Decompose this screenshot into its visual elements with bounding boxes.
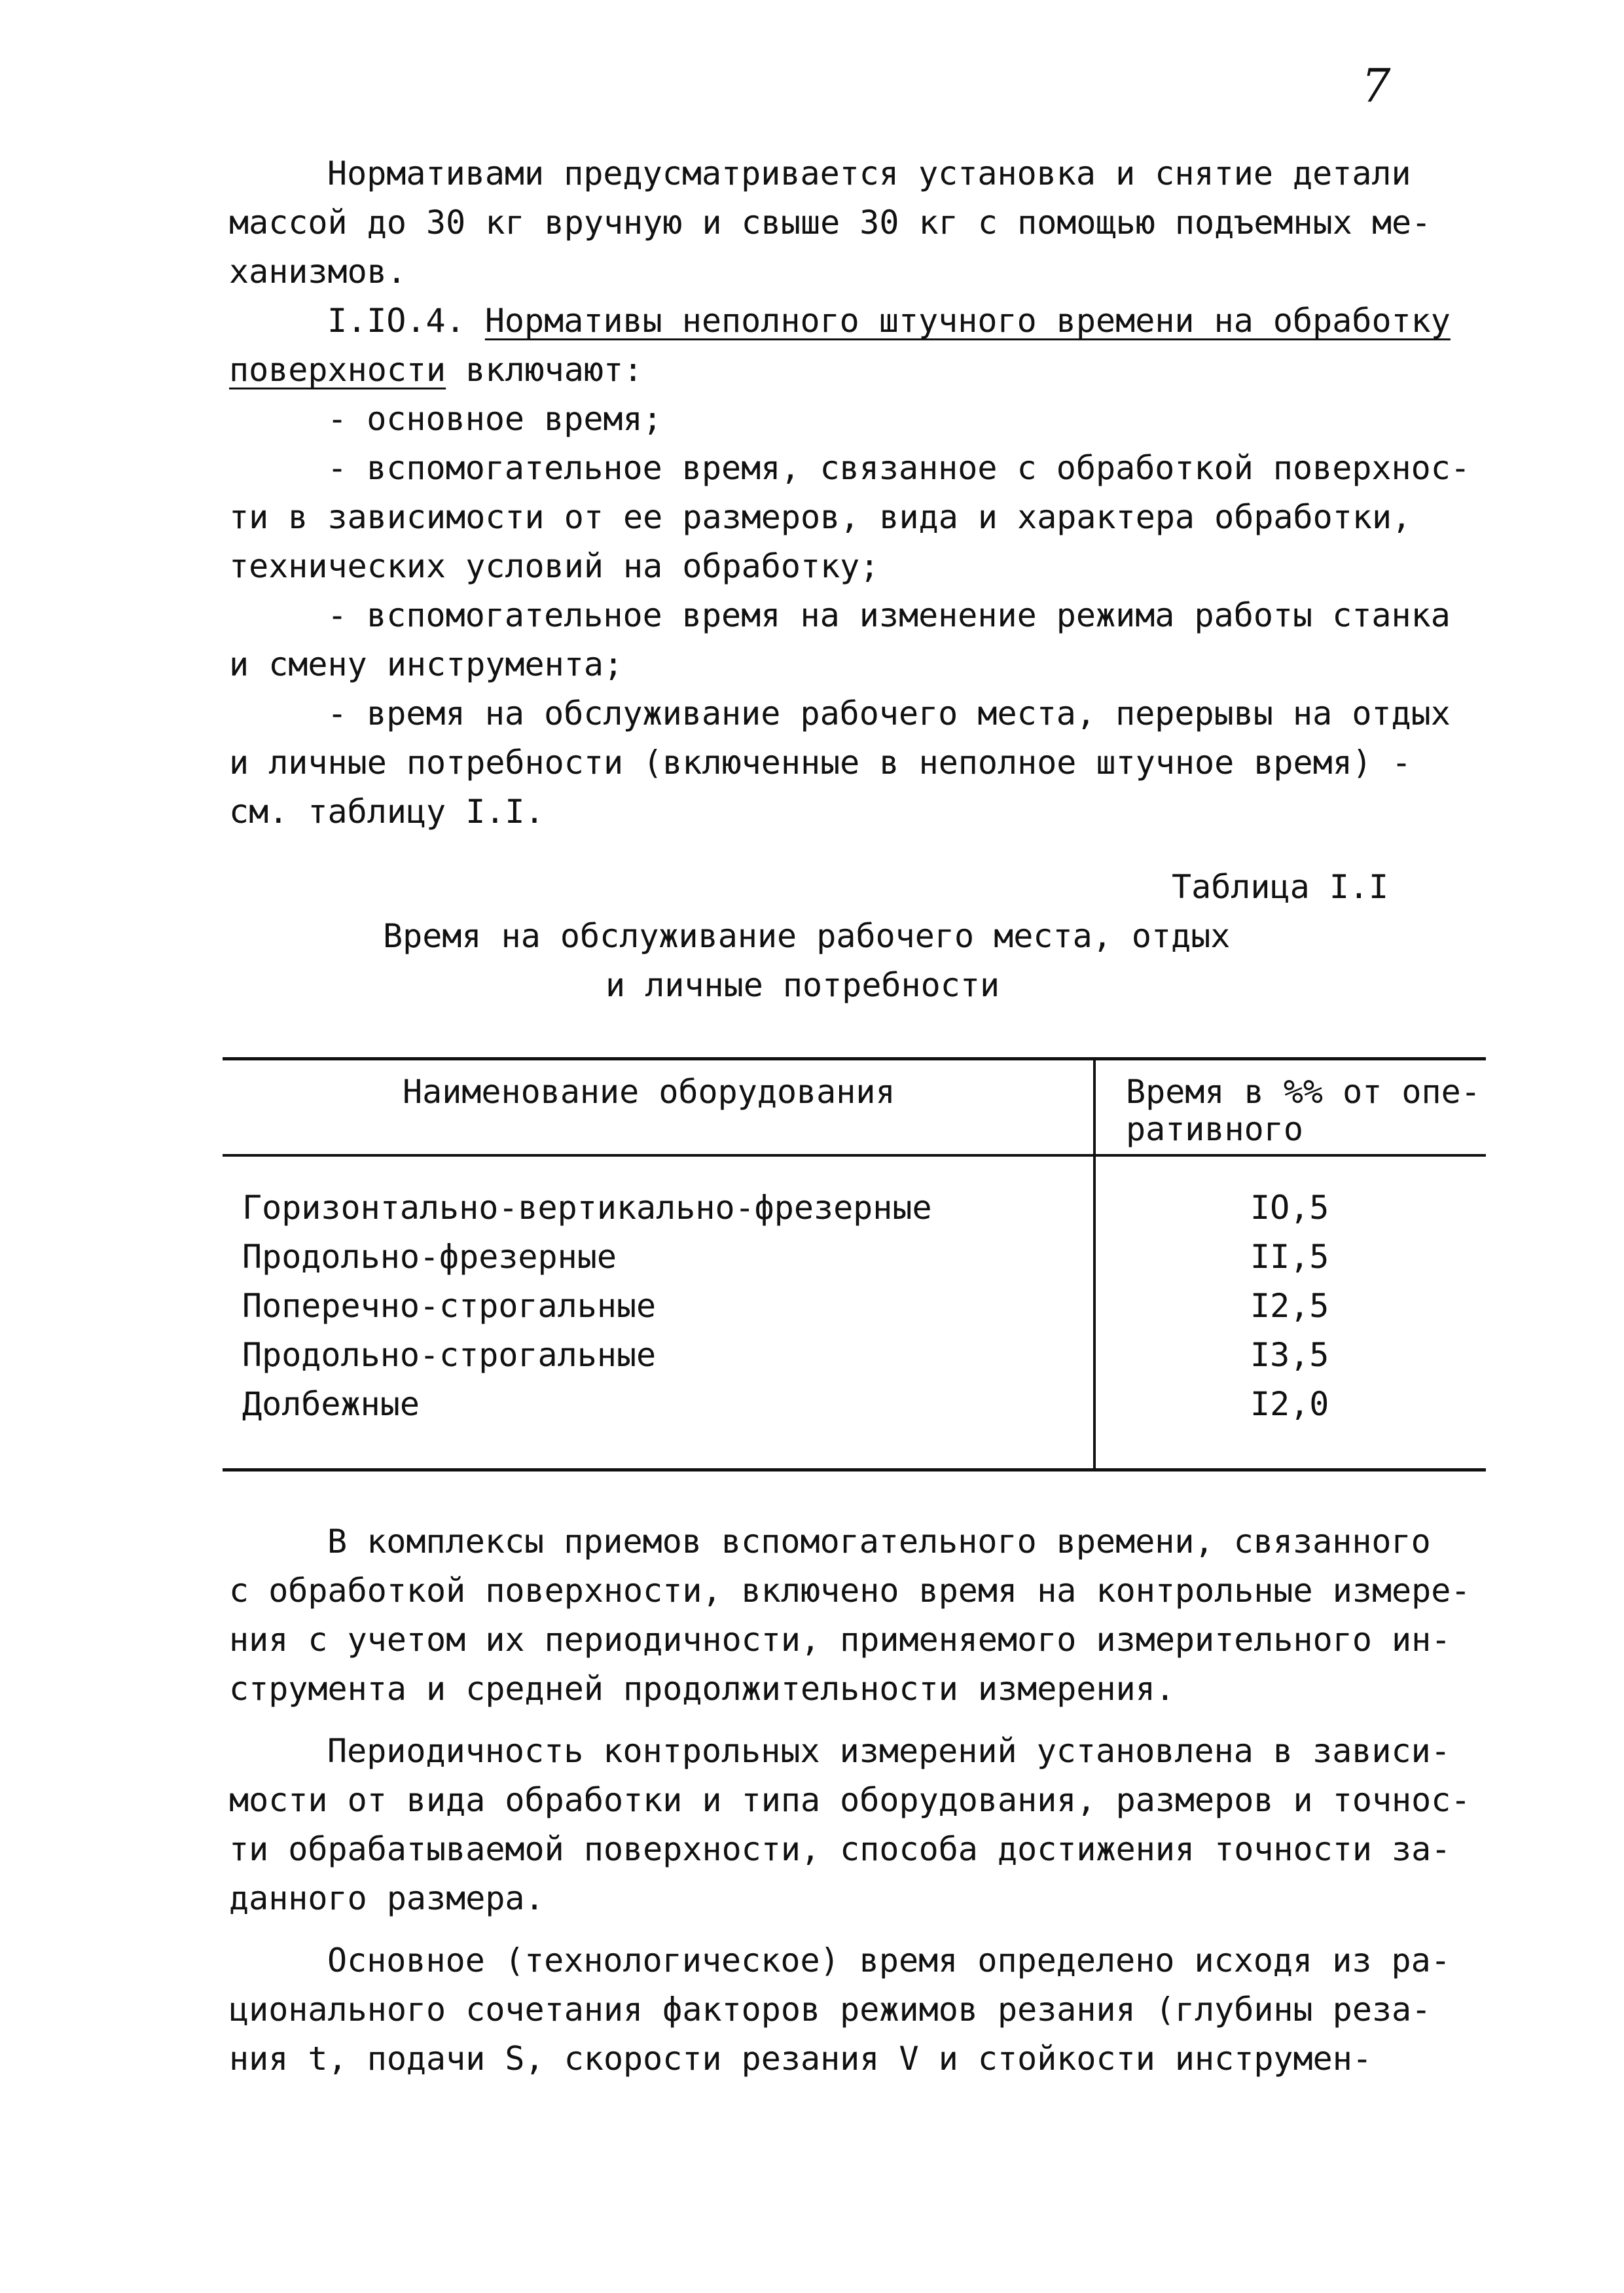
list-item: - время на обслуживание рабочего места, перерывы на отдых (327, 695, 1451, 732)
list-item: - вспомогательное время, связанное с обработкой поверхнос- (327, 449, 1470, 487)
section-title-line2: поверхности (229, 351, 446, 389)
table-row-value: I2,5 (1250, 1287, 1329, 1325)
table-header-rule (223, 1154, 1486, 1157)
para3-line-4: данного размера. (229, 1879, 545, 1917)
table-caption-line2: и личные потребности (605, 966, 1000, 1004)
section-number: I.IO.4. (327, 302, 465, 340)
table-caption-line1: Время на обслуживание рабочего места, отдых (383, 917, 1231, 955)
para3-line-2: мости от вида обработки и типа оборудования, размеров и точнос- (229, 1781, 1471, 1819)
para1-line-1: Нормативами предусматривается установка и снятие детали (327, 154, 1411, 192)
list-item-cont: ти в зависимости от ее размеров, вида и характера обработки, (229, 498, 1412, 536)
para2-line-4: струмента и средней продолжительности измерения. (229, 1670, 1175, 1708)
para2-line-2: с обработкой поверхности, включено время на контрольные измере- (229, 1572, 1471, 1610)
list-item-cont: см. таблицу I.I. (229, 793, 545, 831)
para1-line-2: массой до 30 кг вручную и свыше 30 кг с помощью подъемных ме- (229, 204, 1432, 242)
list-item-cont: и смену инструмента; (229, 645, 624, 683)
para3-line-3: ти обрабатываемой поверхности, способа достижения точности за- (229, 1830, 1451, 1868)
section-heading-cont (229, 351, 643, 389)
table-row-value: I3,5 (1250, 1336, 1329, 1374)
table-row-name: Горизонтально-вертикально-фрезерные (242, 1189, 932, 1227)
table-label: Таблица I.I (1172, 868, 1389, 906)
para1-line-3: ханизмов. (229, 253, 406, 291)
list-item-cont: и личные потребности (включенные в неполное штучное время) - (229, 744, 1412, 782)
table-top-rule (223, 1057, 1486, 1060)
list-item: - основное время; (327, 400, 662, 438)
table-header-time-line1: Время в %% от опе- (1126, 1073, 1481, 1111)
table-row-value: IO,5 (1250, 1189, 1329, 1227)
table-row-value: I2,0 (1250, 1385, 1329, 1423)
list-item: - вспомогательное время на изменение режима работы станка (327, 596, 1451, 634)
table-bottom-rule (223, 1468, 1486, 1471)
table-row-value: II,5 (1250, 1238, 1329, 1276)
para4-line-3: ния t, подачи S, скорости резания V и стойкости инструмен- (229, 2040, 1372, 2078)
list-item-cont: технических условий на обработку; (229, 547, 880, 585)
table-header-time-line2: ративного (1126, 1110, 1303, 1148)
table-row-name: Поперечно-строгальные (242, 1287, 657, 1325)
para2-line-3: ния с учетом их периодичности, применяемого измерительного ин- (229, 1621, 1451, 1659)
para2-line-1: В комплексы приемов вспомогательного времени, связанного (327, 1523, 1431, 1561)
para3-line-1: Периодичность контрольных измерений установлена в зависи- (327, 1732, 1451, 1770)
para4-line-2: ционального сочетания факторов режимов резания (глубины реза- (229, 1991, 1432, 2029)
section-heading (327, 302, 1451, 340)
table-row-name: Продольно-строгальные (242, 1336, 657, 1374)
table-row-name: Продольно-фрезерные (242, 1238, 617, 1276)
section-title-line1: Нормативы неполного штучного времени на обработку (484, 302, 1451, 340)
table-column-divider (1093, 1059, 1096, 1470)
table-row-name: Долбежные (242, 1385, 420, 1423)
section-title-tail: включают: (446, 351, 643, 389)
table-header-equipment: Наименование оборудования (403, 1073, 895, 1111)
para4-line-1: Основное (технологическое) время определено исходя из ра- (327, 1941, 1451, 1979)
page-number: 7 (1362, 59, 1391, 113)
